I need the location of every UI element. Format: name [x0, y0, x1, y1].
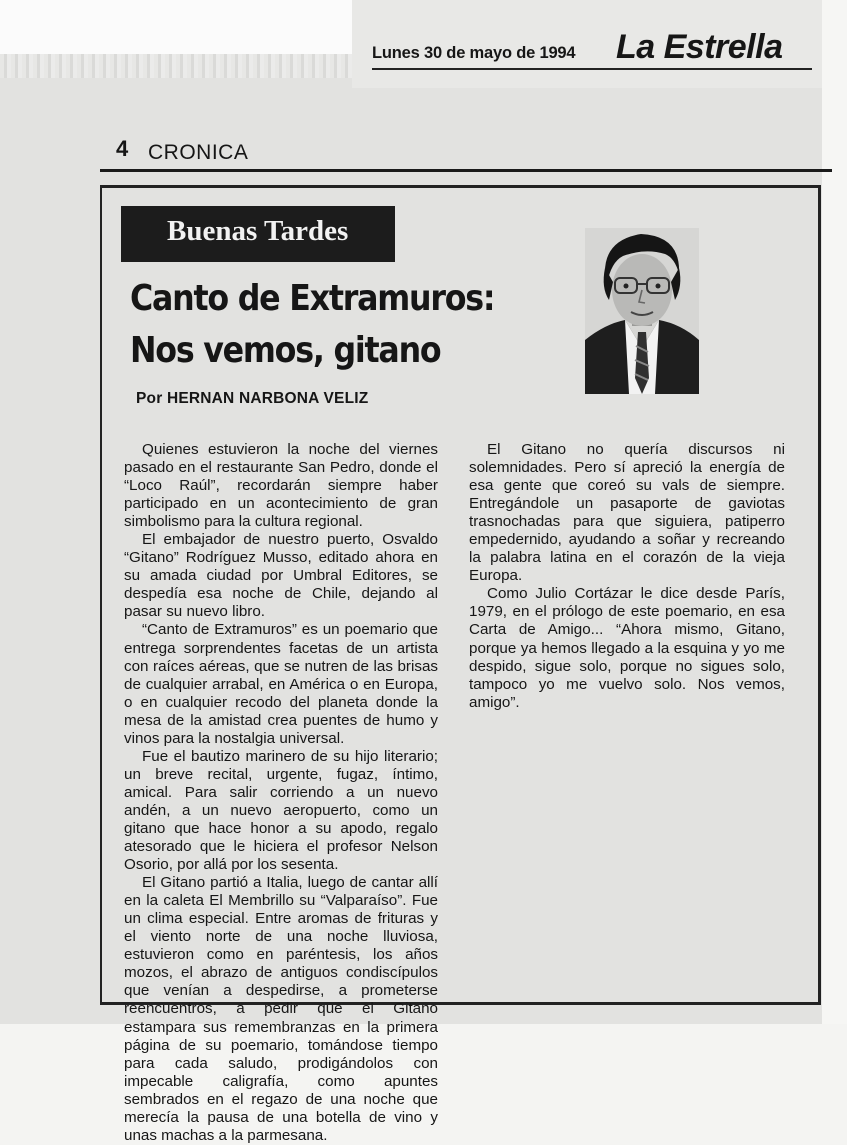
section-name: CRONICA	[148, 141, 249, 164]
paragraph: Fue el bautizo marinero de su hijo literario; un breve recital, urgente, fugaz, íntimo, amical. Para salir corriendo a un nuevo andén, a un nuevo aeropuerto, como un gitano que hace honor a su apodo, regalo atesorado que le hiciera el profesor Nelson Osorio, por allá por los sesenta.	[124, 747, 438, 874]
paragraph: El Gitano partió a Italia, luego de cantar allí en la caleta El Membrillo su “Valparaíso”. Fue un clima especial. Entre aromas de frituras y el viento norte de una noche lluviosa, estuvieron como en paréntesis, los años mozos, el abrazo de antiguos condiscípulos que venían a despedirse, a prometerse reencuentros, a pedir que el Gitano estampara sus remembranzas en la primera página de su poemario, tomándose tiempo para cada saludo, prodigándolos con impecable caligrafía, como apuntes sembrados en el regazo de una noche que merecía la pausa de una botella de vino y unas machas a la parmesana.	[124, 874, 438, 1144]
column-tag: Buenas Tardes	[167, 215, 349, 247]
paragraph: “Canto de Extramuros” es un poemario que entrega sorprendentes facetas de un artista con raíces aéreas, que se nutren de las brisas de cualquier arrabal, en América o en Europa, o en cualquier recodo del planeta donde la mesa de la amistad crea puentes de humo y vinos para la nostalgia universal.	[124, 621, 438, 747]
author-photo	[585, 228, 699, 394]
headline-line-1: Canto de Extramuros:	[130, 278, 495, 319]
page-number: 4	[116, 136, 129, 161]
paragraph: El Gitano no quería discursos ni solemnidades. Pero sí apreció la energía de esa gente que coreó su vals de siempre. Entregándole un pasaporte de gaviotas trasnochadas para que siguiera, patiperro empedernido, ayudando a soñar y recreando la palabra latina en el corazón de la vieja Europa.	[469, 441, 785, 585]
issue-date: Lunes 30 de mayo de 1994	[372, 44, 576, 62]
paragraph: Como Julio Cortázar le dice desde París, 1979, en el prólogo de este poemario, en esa Carta de Amigo... “Ahora mismo, Gitano, porque ya hemos llegado a la esquina y yo me despido, sigue solo, porque no sigues solo, tampoco yo me vuelvo solo. Nos vemos, amigo”.	[469, 585, 785, 711]
paragraph: Quienes estuvieron la noche del viernes pasado en el restaurante San Pedro, donde el “Loco Raúl”, recordarán siempre haber participado en un acontecimiento de gran simbolismo para la cultura regional.	[124, 441, 438, 531]
article-column-right	[469, 441, 785, 712]
newspaper-logo: La Estrella	[616, 28, 783, 66]
masthead-rule	[372, 68, 812, 70]
headline-line-2: Nos vemos, gitano	[130, 330, 441, 371]
paragraph: El embajador de nuestro puerto, Osvaldo “Gitano” Rodríguez Musso, editado ahora en su amada ciudad por Umbral Editores, se despedía esa noche de Chile, dejando al pasar su nuevo libro.	[124, 531, 438, 621]
page-edge	[822, 0, 847, 1024]
section-rule	[100, 169, 832, 172]
byline: Por HERNAN NARBONA VELIZ	[136, 390, 369, 407]
torn-edge	[0, 54, 352, 78]
clipping-top-scrap	[0, 0, 352, 58]
article-column-left	[124, 441, 438, 1145]
